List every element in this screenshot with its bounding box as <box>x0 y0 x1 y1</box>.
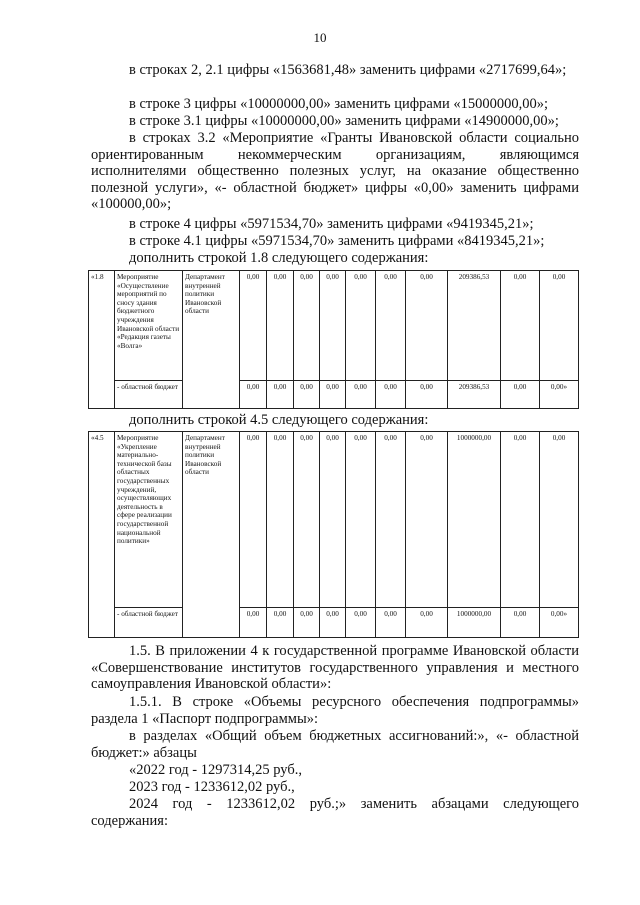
paragraph-row-3: в строке 3 цифры «10000000,00» заменить цифрами «15000000,00»; <box>129 96 549 112</box>
budget-value-cell: 0,00 <box>501 608 540 638</box>
value-cell: 0,00 <box>406 271 448 381</box>
value-cell: 0,00 <box>240 271 267 381</box>
value-cell: 0,00 <box>320 271 346 381</box>
value-cell: 0,00 <box>501 271 540 381</box>
value-cell: 0,00 <box>320 432 346 608</box>
budget-value-cell: 0,00» <box>540 381 579 409</box>
budget-label: - областной бюджет <box>115 381 183 409</box>
row-number: «4.5 <box>89 432 115 638</box>
value-cell: 0,00 <box>376 271 406 381</box>
budget-value-cell: 209386,53 <box>448 381 501 409</box>
paragraph-year-2024: 2024 год - 1233612,02 руб.;» заменить абзацами следующего содержания: <box>91 796 579 829</box>
value-cell: 0,00 <box>540 271 579 381</box>
executor-name: Департамент внутренней политики Ивановской области <box>183 271 240 409</box>
budget-label: - областной бюджет <box>115 608 183 638</box>
value-cell: 0,00 <box>376 432 406 608</box>
paragraph-row-3-2: в строках 3.2 «Мероприятие «Гранты Ивановской области социально ориентированным некоммерческим организациям, являющимся исполнителями общественно полезных услуг, на оказание общественно полезной услуги», «- областной бюджет» цифры «0,00» заменить цифрами «100000,00»; <box>91 130 579 212</box>
paragraph-1-5-1: 1.5.1. В строке «Объемы ресурсного обеспечения подпрограммы» раздела 1 «Паспорт подпрограммы»: <box>91 694 579 727</box>
budget-value-cell: 0,00 <box>501 381 540 409</box>
value-cell: 0,00 <box>294 271 320 381</box>
budget-value-cell: 0,00 <box>406 381 448 409</box>
table-row-4-5 <box>88 431 579 638</box>
value-cell: 0,00 <box>294 432 320 608</box>
budget-value-cell: 0,00 <box>406 608 448 638</box>
value-cell: 0,00 <box>346 271 376 381</box>
intro-row-1-8: дополнить строкой 1.8 следующего содержания: <box>129 250 429 266</box>
event-name: Мероприятие «Осуществление мероприятий по сносу здания бюджетного учреждения Ивановской области «Редакция газеты «Волга» <box>115 271 183 381</box>
value-cell: 0,00 <box>346 432 376 608</box>
row-number: «1.8 <box>89 271 115 409</box>
budget-value-cell: 0,00 <box>320 381 346 409</box>
budget-value-cell: 0,00 <box>294 381 320 409</box>
paragraph-year-2023: 2023 год - 1233612,02 руб., <box>129 779 295 795</box>
budget-value-cell: 0,00 <box>240 608 267 638</box>
paragraph-1-5: 1.5. В приложении 4 к государственной программе Ивановской области «Совершенствование институтов государственного управления и местного самоуправления Ивановской области»: <box>91 643 579 692</box>
budget-value-cell: 0,00 <box>376 608 406 638</box>
value-cell: 0,00 <box>267 432 294 608</box>
paragraph-sections: в разделах «Общий объем бюджетных ассигнований:», «- областной бюджет:» абзацы <box>91 728 579 761</box>
event-name: Мероприятие «Укрепление материально-технической базы областных государственных учреждений, осуществляющих деятельность в сфере реализации государственной национальной политики» <box>115 432 183 608</box>
paragraph-row-4: в строке 4 цифры «5971534,70» заменить цифрами «9419345,21»; <box>129 216 534 232</box>
value-cell: 1000000,00 <box>448 432 501 608</box>
budget-value-cell: 0,00 <box>294 608 320 638</box>
budget-value-cell: 0,00 <box>267 608 294 638</box>
executor-name: Департамент внутренней политики Ивановской области <box>183 432 240 638</box>
paragraph-year-2022: «2022 год - 1297314,25 руб., <box>129 762 302 778</box>
value-cell: 0,00 <box>501 432 540 608</box>
budget-value-cell: 0,00» <box>540 608 579 638</box>
value-cell: 209386,53 <box>448 271 501 381</box>
budget-value-cell: 0,00 <box>240 381 267 409</box>
paragraph-row-4-1: в строке 4.1 цифры «5971534,70» заменить цифрами «8419345,21»; <box>129 233 545 249</box>
budget-value-cell: 1000000,00 <box>448 608 501 638</box>
budget-value-cell: 0,00 <box>376 381 406 409</box>
value-cell: 0,00 <box>240 432 267 608</box>
paragraph-row-3-1: в строке 3.1 цифры «10000000,00» заменить цифрами «14900000,00»; <box>129 113 559 129</box>
budget-value-cell: 0,00 <box>346 608 376 638</box>
budget-value-cell: 0,00 <box>320 608 346 638</box>
value-cell: 0,00 <box>267 271 294 381</box>
page-number: 10 <box>313 30 327 45</box>
paragraph-rows-2: в строках 2, 2.1 цифры «1563681,48» заменить цифрами «2717699,64»; <box>129 62 567 78</box>
budget-value-cell: 0,00 <box>346 381 376 409</box>
value-cell: 0,00 <box>540 432 579 608</box>
table-row-1-8 <box>88 270 579 409</box>
value-cell: 0,00 <box>406 432 448 608</box>
budget-value-cell: 0,00 <box>267 381 294 409</box>
intro-row-4-5: дополнить строкой 4.5 следующего содержания: <box>129 412 429 428</box>
